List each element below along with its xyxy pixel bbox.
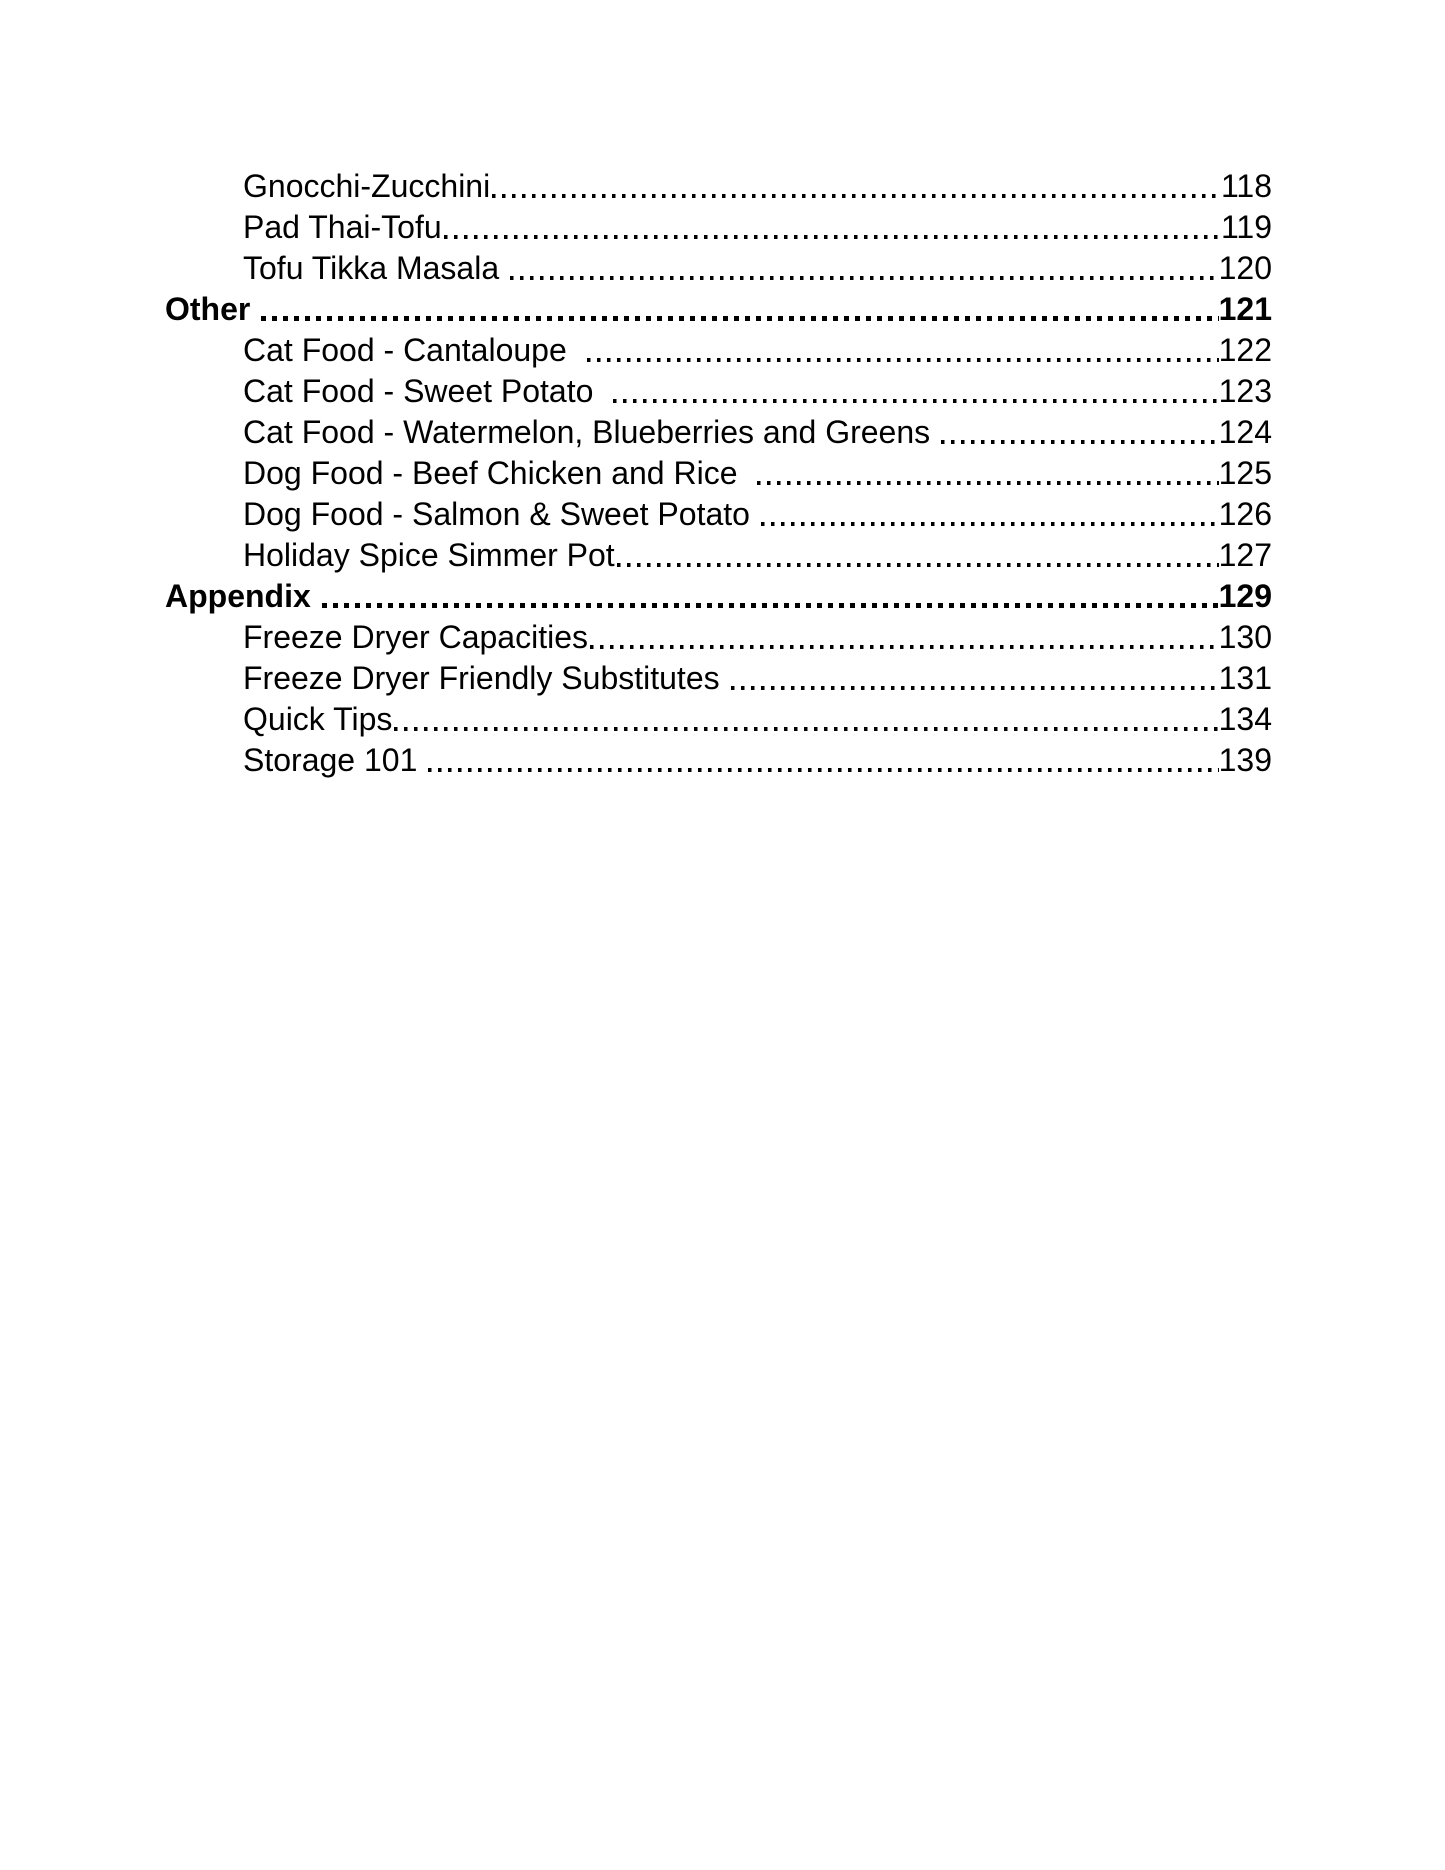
dot-leader bbox=[492, 166, 1221, 207]
toc-entry-page-number: 120 bbox=[1218, 250, 1272, 286]
dot-leader bbox=[617, 535, 1219, 576]
toc-entry-label: Dog Food - Beef Chicken and Rice bbox=[243, 455, 756, 491]
toc-entry[interactable] bbox=[165, 330, 1272, 371]
toc-entry[interactable] bbox=[165, 535, 1272, 576]
toc-entry-page-number: 127 bbox=[1218, 537, 1272, 573]
toc-entry[interactable] bbox=[165, 740, 1272, 781]
toc-entry-label: Cat Food - Sweet Potato bbox=[243, 373, 612, 409]
dot-leader bbox=[613, 371, 1218, 412]
toc-entry-page-number: 129 bbox=[1218, 578, 1272, 614]
dot-leader bbox=[731, 658, 1219, 699]
toc-entry[interactable] bbox=[165, 289, 1272, 330]
toc-entry[interactable] bbox=[165, 617, 1272, 658]
dot-leader bbox=[757, 453, 1218, 494]
toc-entry-page-number: 123 bbox=[1218, 373, 1272, 409]
toc-entry[interactable] bbox=[165, 166, 1272, 207]
toc-entry[interactable] bbox=[165, 412, 1272, 453]
dot-leader bbox=[261, 289, 1218, 330]
toc-entry-page-number: 131 bbox=[1218, 660, 1272, 696]
dot-leader bbox=[322, 576, 1219, 617]
toc-entry-label: Cat Food - Watermelon, Blueberries and Greens bbox=[243, 414, 940, 450]
toc-entry-label: Appendix bbox=[165, 578, 320, 614]
toc-entry-page-number: 139 bbox=[1218, 742, 1272, 778]
dot-leader bbox=[428, 740, 1218, 781]
toc-entry-page-number: 125 bbox=[1218, 455, 1272, 491]
dot-leader bbox=[941, 412, 1219, 453]
toc-entry-label: Freeze Dryer Capacities bbox=[243, 619, 588, 655]
toc-entry-label: Quick Tips bbox=[243, 701, 393, 737]
toc-entry-label: Pad Thai-Tofu bbox=[243, 209, 442, 245]
toc-entry-page-number: 134 bbox=[1218, 701, 1272, 737]
toc-entry[interactable] bbox=[165, 658, 1272, 699]
dot-leader bbox=[444, 207, 1221, 248]
dot-leader bbox=[510, 248, 1219, 289]
toc-entry-label: Cat Food - Cantaloupe bbox=[243, 332, 585, 368]
dot-leader bbox=[587, 330, 1219, 371]
toc-entry-page-number: 118 bbox=[1220, 168, 1272, 204]
toc-entry-label: Freeze Dryer Friendly Substitutes bbox=[243, 660, 729, 696]
toc-entry-label: Tofu Tikka Masala bbox=[243, 250, 508, 286]
toc-entry[interactable] bbox=[165, 207, 1272, 248]
toc-entry[interactable] bbox=[165, 371, 1272, 412]
toc-entry-label: Holiday Spice Simmer Pot bbox=[243, 537, 615, 573]
toc-entry-label: Gnocchi-Zucchini bbox=[243, 168, 491, 204]
toc-entry-page-number: 130 bbox=[1218, 619, 1272, 655]
toc-entry[interactable] bbox=[165, 494, 1272, 535]
toc-entry[interactable] bbox=[165, 453, 1272, 494]
toc-entry-label: Dog Food - Salmon & Sweet Potato bbox=[243, 496, 759, 532]
dot-leader bbox=[394, 699, 1218, 740]
toc-entry-page-number: 126 bbox=[1218, 496, 1272, 532]
toc-entry-page-number: 121 bbox=[1218, 291, 1272, 327]
toc-entry-page-number: 119 bbox=[1220, 209, 1272, 245]
toc-entry[interactable] bbox=[165, 248, 1272, 289]
toc-entry[interactable] bbox=[165, 699, 1272, 740]
dot-leader bbox=[761, 494, 1219, 535]
dot-leader bbox=[590, 617, 1219, 658]
toc-entry-page-number: 124 bbox=[1218, 414, 1272, 450]
toc-entry[interactable] bbox=[165, 576, 1272, 617]
toc-entry-label: Other bbox=[165, 291, 260, 327]
table-of-contents bbox=[165, 166, 1272, 781]
toc-entry-label: Storage 101 bbox=[243, 742, 427, 778]
toc-entry-page-number: 122 bbox=[1218, 332, 1272, 368]
